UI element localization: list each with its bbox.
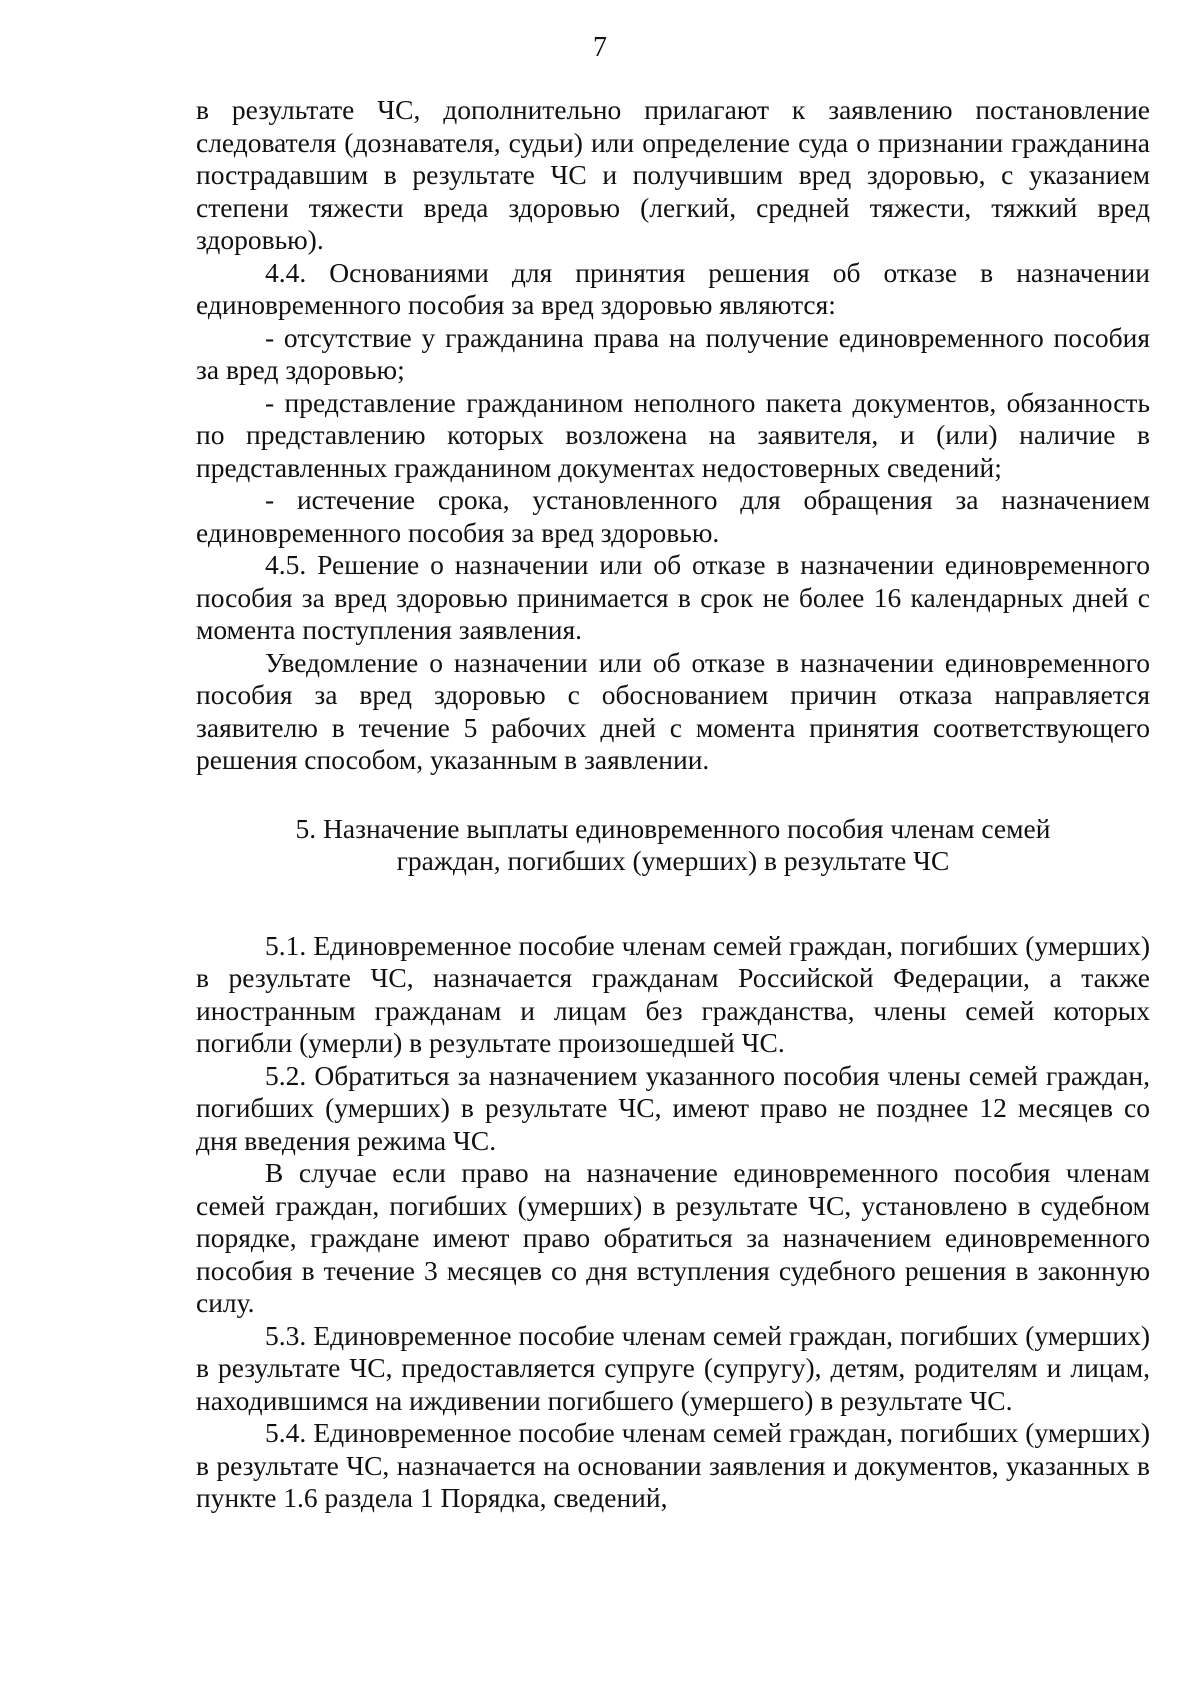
list-item-no-right: - отсутствие у гражданина права на получение единовременного пособия за вред здоровью; <box>196 321 1150 385</box>
paragraph-5-1: 5.1. Единовременное пособие членам семей граждан, погибших (умерших) в результате ЧС, назначается гражданам Российской Федерации, а также иностранным гражданам и лицам без гражданства, члены семей которых погибли (умерли) в результате произошедшей ЧС. <box>196 929 1150 1058</box>
paragraph-5-3: 5.3. Единовременное пособие членам семей граждан, погибших (умерших) в результате ЧС, предоставляется супруге (супругу), детям, родителям и лицам, находившимся на иждивении погибшего (умершего) в результате ЧС. <box>196 1319 1150 1416</box>
paragraph-notification: Уведомление о назначении или об отказе в назначении единовременного пособия за вред здоровью с обоснованием причин отказа направляется заявителю в течение 5 рабочих дней с момента принятия соответствующего решения способом, указанным в заявлении. <box>196 646 1150 775</box>
paragraph-5-2: 5.2. Обратиться за назначением указанного пособия члены семей граждан, погибших (умерших) в результате ЧС, имеют право не позднее 12 месяцев со дня введения режима ЧС. <box>196 1059 1150 1156</box>
paragraph-continuation: в результате ЧС, дополнительно прилагают к заявлению постановление следователя (дознавателя, судьи) или определение суда о признании гражданина пострадавшим в результате ЧС и получившим вред здоровью, с указанием степени тяжести вреда здоровью (легкий, средней тяжести, тяжкий вред здоровью). <box>196 94 1150 255</box>
paragraph-4-4: 4.4. Основаниями для принятия решения об отказе в назначении единовременного пособия за вред здоровью являются: <box>196 256 1150 320</box>
page-number: 7 <box>593 32 607 63</box>
section-heading-5 <box>196 813 1150 878</box>
list-item-deadline-expired: - истечение срока, установленного для обращения за назначением единовременного пособия за вред здоровью. <box>196 484 1150 548</box>
list-item-incomplete-documents: - представление гражданином неполного пакета документов, обязанность по представлению которых возложена на заявителя, и (или) наличие в представленных гражданином документах недостоверных сведений; <box>196 386 1150 483</box>
paragraph-5-4: 5.4. Единовременное пособие членам семей граждан, погибших (умерших) в результате ЧС, назначается на основании заявления и документов, указанных в пункте 1.6 раздела 1 Порядка, сведений, <box>196 1417 1150 1513</box>
paragraph-4-5: 4.5. Решение о назначении или об отказе в назначении единовременного пособия за вред здоровью принимается в срок не более 16 календарных дней с момента поступления заявления. <box>196 549 1150 645</box>
section-heading-line-1: 5. Назначение выплаты единовременного пособия членам семей <box>295 812 1051 844</box>
paragraph-court-case: В случае если право на назначение единовременного пособия членам семей граждан, погибших (умерших) в результате ЧС, установлено в судебном порядке, граждане имеют право обратиться за назначением единовременного пособия в течение 3 месяцев со дня вступления судебного решения в законную силу. <box>196 1157 1150 1318</box>
section-heading-line-2: граждан, погибших (умерших) в результате ЧС <box>396 845 950 876</box>
document-body <box>196 94 1150 1515</box>
